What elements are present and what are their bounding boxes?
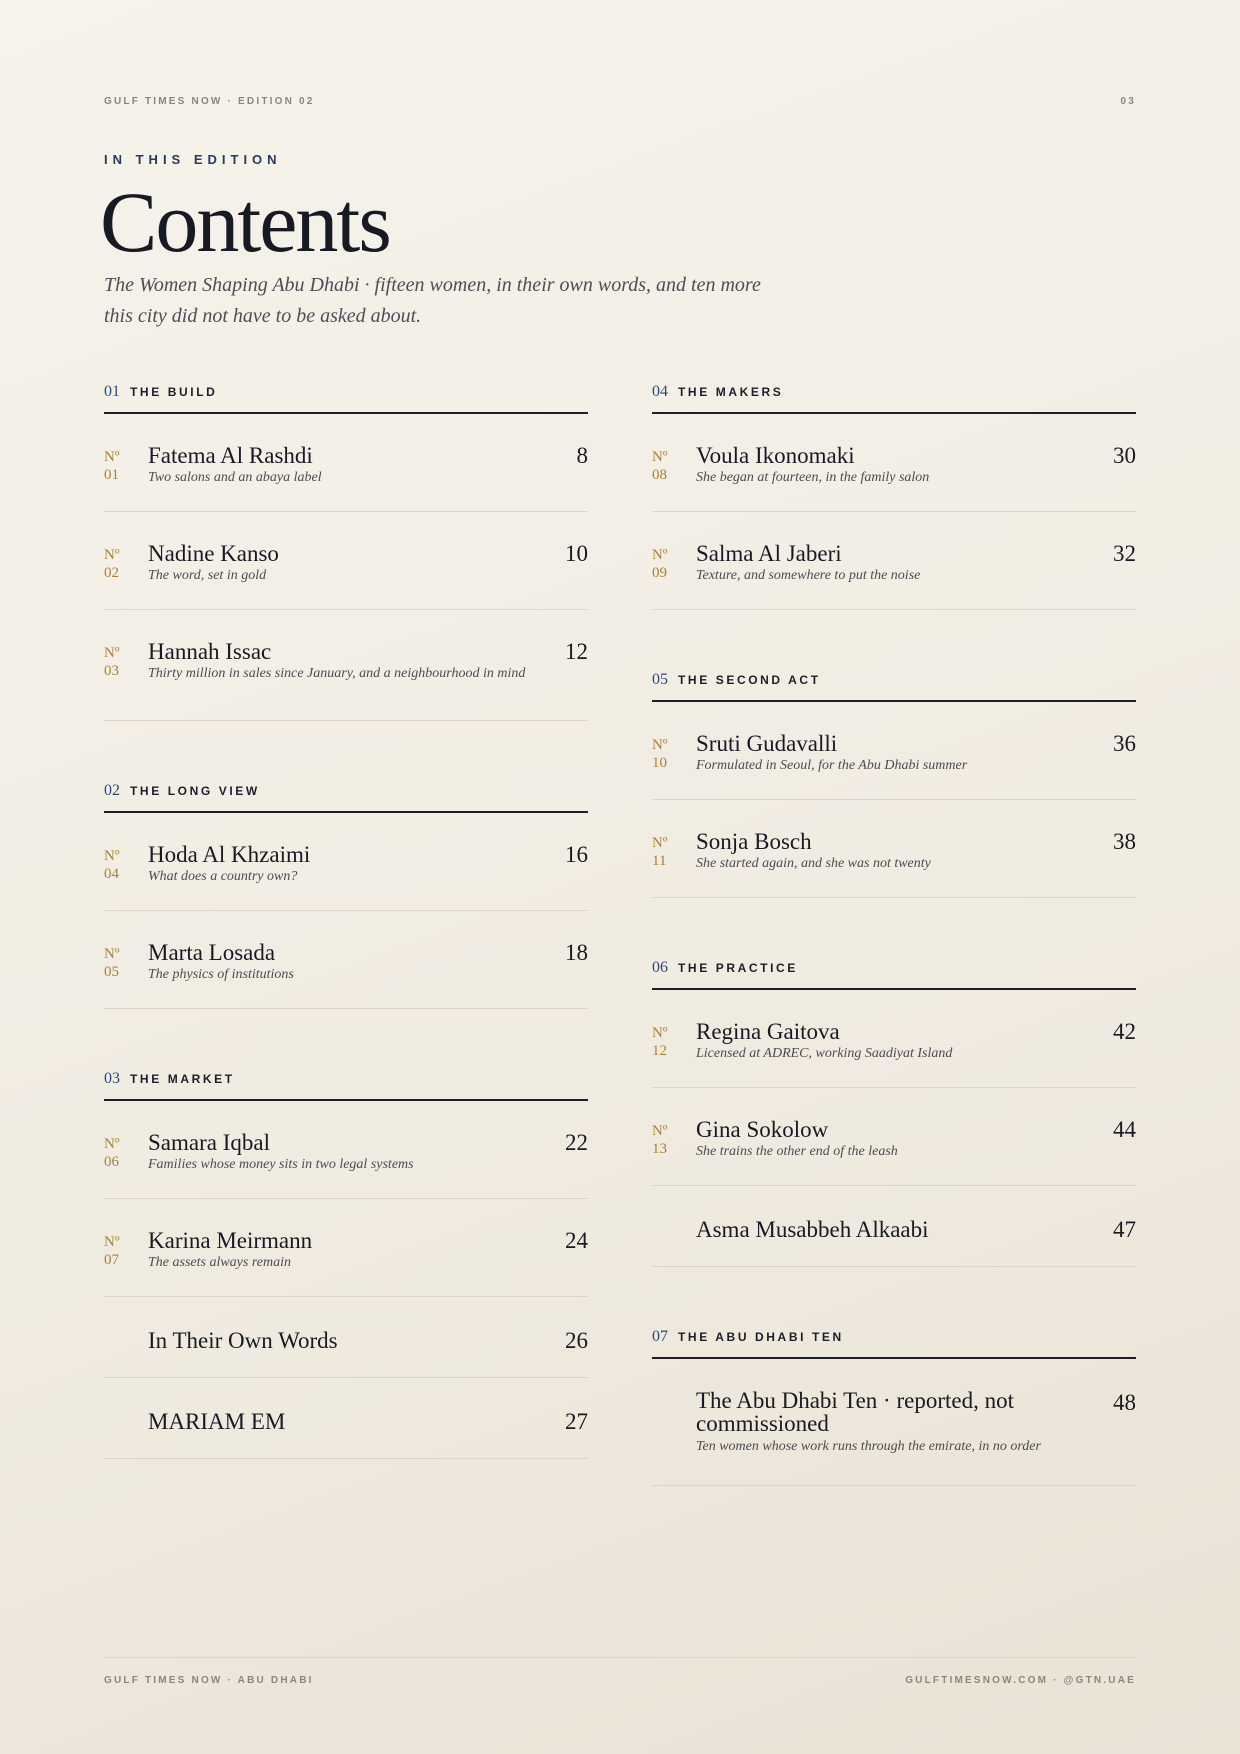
entry-subtitle: The assets always remain [148, 1255, 291, 1270]
section-label: THE MARKET [130, 1072, 235, 1086]
toc-entry[interactable] [652, 1088, 1136, 1186]
toc-entry[interactable] [652, 1359, 1136, 1486]
toc-entry[interactable] [652, 414, 1136, 512]
running-header: GULF TIMES NOW · EDITION 02 [104, 96, 315, 107]
entry-page: 26 [565, 1328, 588, 1353]
entry-title: The Abu Dhabi Ten · reported, not commissioned [696, 1388, 1014, 1436]
section-header [652, 378, 1136, 414]
section-label: THE PRACTICE [678, 961, 798, 975]
entry-title: Voula Ikonomaki [696, 443, 855, 468]
toc-entry[interactable] [104, 414, 588, 512]
toc-entry[interactable] [104, 1378, 588, 1459]
contents-column-left [104, 378, 588, 1459]
toc-entry[interactable] [104, 610, 588, 721]
entry-number: Nº 12 [652, 1025, 668, 1059]
section-number: 03 [104, 1070, 120, 1087]
entry-number: Nº 10 [652, 737, 668, 771]
entry-page: 27 [565, 1409, 588, 1434]
section-number: 04 [652, 383, 668, 400]
entry-subtitle: Formulated in Seoul, for the Abu Dhabi summer [696, 758, 968, 773]
section-header [104, 1065, 588, 1101]
section-number: 05 [652, 671, 668, 688]
entry-number: Nº 09 [652, 547, 668, 581]
toc-entry[interactable] [104, 512, 588, 610]
entry-number: Nº 04 [104, 848, 120, 882]
entry-subtitle: What does a country own? [148, 869, 298, 884]
contents-column-right [652, 378, 1136, 1486]
section-number: 06 [652, 959, 668, 976]
entry-number: Nº 08 [652, 449, 668, 483]
entry-number: Nº 13 [652, 1123, 668, 1157]
entry-title: Sruti Gudavalli [696, 731, 838, 756]
section-label: THE SECOND ACT [678, 673, 821, 687]
entry-number: Nº 07 [104, 1234, 120, 1268]
entry-title: Asma Musabbeh Alkaabi [696, 1217, 929, 1242]
entry-title: Marta Losada [148, 940, 276, 965]
toc-entry[interactable] [652, 1186, 1136, 1267]
toc-entry[interactable] [104, 813, 588, 911]
entry-page: 48 [1113, 1390, 1136, 1415]
entry-title: Gina Sokolow [696, 1117, 829, 1142]
toc-entry[interactable] [104, 911, 588, 1009]
entry-title: Fatema Al Rashdi [148, 443, 313, 468]
entry-number: Nº 06 [104, 1136, 120, 1170]
entry-subtitle: She began at fourteen, in the family salon [696, 470, 930, 485]
section-number: 07 [652, 1328, 668, 1345]
entry-page: 44 [1113, 1117, 1136, 1142]
entry-subtitle: Licensed at ADREC, working Saadiyat Island [696, 1046, 953, 1061]
toc-entry[interactable] [104, 1101, 588, 1199]
entry-title: Samara Iqbal [148, 1130, 270, 1155]
entry-page: 32 [1113, 541, 1136, 566]
section-number: 01 [104, 383, 120, 400]
entry-title: In Their Own Words [148, 1328, 338, 1353]
entry-title: Hoda Al Khzaimi [148, 842, 311, 867]
entry-page: 30 [1113, 443, 1136, 468]
entry-page: 8 [576, 443, 588, 468]
entry-page: 24 [565, 1228, 588, 1253]
entry-page: 47 [1113, 1217, 1136, 1242]
toc-entry[interactable] [652, 800, 1136, 898]
entry-subtitle: The word, set in gold [148, 568, 267, 583]
entry-page: 12 [565, 639, 588, 664]
footer-divider [104, 1657, 1136, 1658]
entry-page: 42 [1113, 1019, 1136, 1044]
entry-subtitle: She trains the other end of the leash [696, 1144, 898, 1159]
entry-subtitle: Thirty million in sales since January, and a neighbourhood in mind [148, 666, 526, 681]
entry-title: Hannah Issac [148, 639, 272, 664]
section-number: 02 [104, 782, 120, 799]
footer-left: GULF TIMES NOW · ABU DHABI [104, 1675, 314, 1686]
toc-entry[interactable] [652, 702, 1136, 800]
entry-number: Nº 05 [104, 946, 120, 980]
section-header [652, 954, 1136, 990]
entry-page: 10 [565, 541, 588, 566]
entry-subtitle: Texture, and somewhere to put the noise [696, 568, 921, 583]
entry-title: MARIAM EM [148, 1409, 286, 1434]
entry-title: Salma Al Jaberi [696, 541, 842, 566]
entry-number: Nº 01 [104, 449, 120, 483]
entry-number: Nº 02 [104, 547, 120, 581]
entry-subtitle: She started again, and she was not twenty [696, 856, 931, 871]
entry-page: 16 [565, 842, 588, 867]
entry-page: 36 [1113, 731, 1136, 756]
entry-subtitle: The physics of institutions [148, 967, 294, 982]
footer-right: GULFTIMESNOW.COM · @GTN.UAE [905, 1675, 1136, 1686]
entry-title: Sonja Bosch [696, 829, 812, 854]
toc-entry[interactable] [104, 1297, 588, 1378]
toc-entry[interactable] [652, 512, 1136, 610]
entry-title: Karina Meirmann [148, 1228, 313, 1253]
section-header [104, 378, 588, 414]
toc-entry[interactable] [104, 1199, 588, 1297]
entry-subtitle: Ten women whose work runs through the emirate, in no order [696, 1439, 1041, 1454]
section-header [104, 777, 588, 813]
section-header [652, 666, 1136, 702]
toc-entry[interactable] [652, 990, 1136, 1088]
section-label: THE LONG VIEW [130, 784, 260, 798]
entry-page: 22 [565, 1130, 588, 1155]
intro-text: The Women Shaping Abu Dhabi · fifteen women, in their own words, and ten more this city did not have to be asked about. [104, 274, 761, 327]
kicker: IN THIS EDITION [104, 152, 282, 167]
entry-page: 38 [1113, 829, 1136, 854]
section-label: THE BUILD [130, 385, 218, 399]
section-label: THE MAKERS [678, 385, 784, 399]
entry-subtitle: Two salons and an abaya label [148, 470, 322, 485]
page-title: Contents [100, 174, 390, 270]
entry-title: Regina Gaitova [696, 1019, 840, 1044]
entry-number: Nº 11 [652, 835, 668, 869]
entry-page: 18 [565, 940, 588, 965]
section-header [652, 1323, 1136, 1359]
entry-number: Nº 03 [104, 645, 120, 679]
page-number: 03 [1120, 96, 1136, 107]
section-label: THE ABU DHABI TEN [678, 1330, 844, 1344]
entry-title: Nadine Kanso [148, 541, 279, 566]
entry-subtitle: Families whose money sits in two legal systems [148, 1157, 414, 1172]
